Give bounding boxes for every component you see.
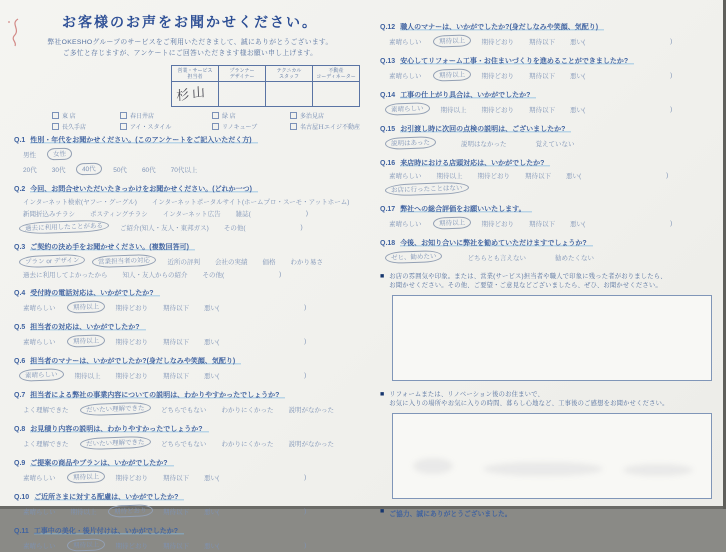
option: どちらでもない bbox=[161, 440, 207, 448]
question-text: 担当者の対応は、いかがでしたか? bbox=[30, 324, 145, 331]
option: 期待以下 bbox=[163, 542, 189, 550]
comment-2-line-1: リフォームまたは、リノベーション後のお住まいで、 bbox=[389, 390, 544, 398]
question-number: Q.13 bbox=[380, 58, 396, 65]
spacer bbox=[600, 41, 670, 42]
question-number: Q.14 bbox=[380, 92, 396, 99]
option: 会社の実績 bbox=[214, 258, 248, 266]
option: 新聞折込みチラシ bbox=[23, 211, 75, 219]
option-row bbox=[389, 35, 716, 47]
option: 70代以上 bbox=[170, 166, 198, 174]
checkbox-icon bbox=[52, 123, 59, 130]
option: 素晴らしい bbox=[23, 474, 56, 482]
selected-option-circled: 40代 bbox=[76, 163, 102, 176]
option: 期待どおり bbox=[115, 542, 148, 550]
question-text: 今後、お知り合いに弊社を勧めていただけますでしょうか? bbox=[400, 240, 593, 247]
question-number: Q.7 bbox=[14, 392, 26, 400]
comment-section-after-renovation bbox=[380, 390, 716, 499]
option: 素晴らしい bbox=[389, 72, 422, 80]
staff-name-cell bbox=[313, 82, 360, 107]
question-Q.7 bbox=[14, 390, 366, 415]
option: 期待どおり bbox=[481, 38, 514, 46]
option: 期待以下 bbox=[529, 106, 555, 114]
option: 期待以上 bbox=[74, 372, 101, 380]
spacer bbox=[234, 307, 304, 308]
selected-option-circled: 期待以上 bbox=[432, 68, 470, 81]
questions-left bbox=[14, 135, 366, 551]
option-row bbox=[23, 270, 366, 279]
option: ) bbox=[279, 271, 282, 279]
comment-2-line-2: お気に入りの場所やお気に入りの時間、暮らし心地など、工事後のご感想をお聞かせください。 bbox=[389, 400, 669, 408]
question-title bbox=[14, 135, 366, 145]
spacer bbox=[600, 75, 670, 76]
checkbox-icon bbox=[212, 112, 219, 119]
option: ) bbox=[666, 172, 669, 179]
question-Q.12 bbox=[380, 22, 716, 47]
option: その他( bbox=[223, 224, 246, 232]
question-Q.11 bbox=[14, 526, 366, 551]
option: 悪い( bbox=[204, 474, 220, 482]
option: その他( bbox=[202, 272, 225, 280]
selected-option-circled: お店に行ったことはない bbox=[385, 182, 469, 197]
ink-bleed-smudge bbox=[413, 458, 453, 474]
spacer bbox=[234, 511, 304, 512]
question-Q.3 bbox=[14, 242, 366, 279]
spacer bbox=[239, 274, 279, 275]
option: インターネット広告 bbox=[162, 211, 221, 219]
option: 期待どおり bbox=[477, 173, 510, 180]
question-Q.10 bbox=[14, 492, 366, 517]
staff-column-header: 不動産 コーディネーター bbox=[313, 66, 360, 82]
selected-option-circled: 営業担当者の対応 bbox=[92, 254, 156, 268]
option-row bbox=[389, 251, 716, 263]
question-number: Q.17 bbox=[380, 206, 396, 213]
selected-option-circled: 期待以上 bbox=[432, 216, 470, 229]
checkbox-icon bbox=[290, 123, 297, 130]
selected-option-circled: 期待以上 bbox=[66, 539, 104, 552]
option: よく理解できた bbox=[23, 440, 69, 448]
option-row bbox=[23, 437, 366, 449]
selected-option-circled: 説明はあった bbox=[385, 136, 436, 150]
question-title bbox=[14, 458, 366, 468]
question-title bbox=[380, 124, 716, 134]
option: 期待どおり bbox=[115, 474, 148, 482]
option: 期待どおり bbox=[115, 304, 148, 312]
option: わかりにくかった bbox=[221, 440, 274, 448]
document-header bbox=[14, 12, 366, 131]
comment-heading bbox=[380, 390, 716, 409]
question-title bbox=[14, 288, 366, 298]
store-row-2 bbox=[52, 122, 366, 131]
spacer bbox=[266, 213, 306, 214]
option: よく理解できた bbox=[23, 406, 69, 414]
selected-option-circled: 女性 bbox=[47, 148, 72, 161]
option: 近所の評判 bbox=[167, 258, 200, 266]
option: 知人・友人からの紹介 bbox=[122, 272, 188, 280]
spacer bbox=[234, 341, 304, 342]
option-row bbox=[389, 183, 716, 195]
option: 素晴らしい bbox=[23, 304, 56, 312]
option: 期待どおり bbox=[481, 220, 514, 228]
option: 期待以下 bbox=[529, 38, 555, 46]
question-Q.8 bbox=[14, 424, 366, 449]
ink-bleed-smudge bbox=[483, 462, 603, 476]
question-text: 安心してリフォーム工事・お住まいづくりを進めることができましたか? bbox=[400, 58, 634, 65]
option-row bbox=[23, 335, 366, 347]
option: 期待どおり bbox=[115, 338, 148, 346]
option-row bbox=[23, 221, 366, 233]
question-number: Q.3 bbox=[14, 244, 26, 252]
red-pen-mark bbox=[5, 16, 27, 50]
option: 期待以上 bbox=[436, 173, 463, 180]
selected-option-circled: 期待以上 bbox=[66, 471, 104, 484]
option: 期待以下 bbox=[163, 474, 189, 482]
option-row bbox=[23, 539, 366, 551]
question-number: Q.8 bbox=[14, 426, 26, 434]
store-option bbox=[52, 122, 114, 131]
comment-1-line-1: お店の雰囲気や印象。または、営業(サービス)担当者や職人で印象に残った者がおりましたら、 bbox=[389, 273, 667, 280]
question-number: Q.16 bbox=[380, 160, 396, 167]
selected-option-circled: 過去に利用したことがある bbox=[19, 220, 109, 235]
question-number: Q.1 bbox=[14, 137, 26, 145]
comment-heading-text bbox=[389, 272, 666, 291]
option: 期待どおり bbox=[481, 106, 514, 114]
selected-option-circled: だいたい理解できた bbox=[79, 436, 150, 450]
store-label: アイ・スタイル bbox=[130, 125, 172, 132]
staff-column-header: 営業・サービス 担当者 bbox=[172, 66, 219, 82]
option: 悪い( bbox=[204, 542, 220, 550]
question-Q.1 bbox=[14, 135, 366, 175]
question-title bbox=[14, 424, 366, 434]
option-row bbox=[23, 471, 366, 483]
option: 悪い( bbox=[204, 304, 220, 312]
option: 悪い( bbox=[570, 220, 586, 228]
option: どちらでもない bbox=[161, 406, 207, 414]
option-row bbox=[23, 209, 366, 218]
store-label: 緑 店 bbox=[222, 114, 236, 121]
question-number: Q.6 bbox=[14, 358, 26, 366]
question-number: Q.9 bbox=[14, 460, 26, 468]
option: 説明がなかった bbox=[288, 406, 334, 414]
selected-option-circled: プラン or デザイン bbox=[19, 254, 86, 268]
question-number: Q.4 bbox=[14, 290, 26, 298]
staff-column-header: テクニカル スタッフ bbox=[266, 66, 313, 82]
option: 素晴らしい bbox=[389, 220, 422, 228]
spacer bbox=[234, 477, 304, 478]
spacer bbox=[600, 109, 670, 110]
question-text: 来店時における店頭対応は、いかがでしたか? bbox=[400, 160, 550, 167]
option: 期待以下 bbox=[529, 220, 555, 228]
option: 60代 bbox=[141, 166, 156, 174]
spacer bbox=[521, 143, 535, 144]
option: ) bbox=[304, 371, 307, 379]
question-text: 工事の仕上がり具合は、いかがでしたか? bbox=[400, 92, 536, 99]
question-text: 今回、お問合せいただいたきっかけをお聞かせください。(どれか一つ) bbox=[30, 186, 258, 193]
staff-table bbox=[171, 65, 360, 107]
staff-name-cell bbox=[266, 82, 313, 107]
question-number: Q.18 bbox=[380, 240, 396, 247]
store-label: 長久手店 bbox=[62, 125, 87, 132]
option: 悪い( bbox=[204, 338, 220, 346]
store-row-1 bbox=[52, 111, 366, 120]
store-label: 春日井店 bbox=[130, 114, 155, 121]
comment-section-shop-impression bbox=[380, 272, 716, 381]
option: ) bbox=[304, 303, 307, 311]
question-number: Q.15 bbox=[380, 126, 396, 133]
option-row bbox=[23, 197, 366, 206]
spacer bbox=[261, 227, 301, 228]
comment-heading-text bbox=[389, 390, 668, 409]
selected-option-circled: 期待以上 bbox=[432, 34, 470, 47]
option: インターネット検索(ヤフー・グーグル) bbox=[23, 199, 137, 207]
question-title bbox=[380, 238, 716, 248]
question-title bbox=[14, 242, 366, 252]
option-row bbox=[389, 103, 716, 115]
question-text: ご提案の商品やプランは、いかがでしたか? bbox=[30, 460, 173, 467]
option: 悪い( bbox=[570, 38, 586, 46]
option: 悪い( bbox=[570, 72, 586, 80]
selected-option-circled: 素晴らしい bbox=[385, 102, 430, 116]
option: 説明がなかった bbox=[288, 440, 334, 448]
spacer bbox=[541, 257, 555, 258]
option: 勧めたくない bbox=[554, 254, 594, 262]
option: 20代 bbox=[23, 166, 37, 174]
question-title bbox=[380, 204, 716, 214]
option: 期待以下 bbox=[529, 72, 555, 80]
option-row bbox=[23, 301, 366, 313]
ink-bleed-smudge bbox=[623, 464, 693, 476]
option: 男性 bbox=[23, 151, 36, 159]
option: ) bbox=[304, 507, 307, 515]
store-option bbox=[120, 111, 206, 120]
question-Q.18 bbox=[380, 238, 716, 263]
store-option bbox=[212, 122, 284, 131]
staff-column-header: プランナー デザイナー bbox=[219, 66, 266, 82]
question-title bbox=[14, 492, 366, 502]
question-text: 工事中の美化・後片付けは、いかがでしたか? bbox=[34, 528, 184, 535]
option: ) bbox=[304, 473, 307, 481]
option: わかり易さ bbox=[290, 258, 323, 266]
option: 素晴らしい bbox=[23, 338, 56, 346]
selected-option-circled: だいたい理解できた bbox=[79, 402, 150, 416]
intro-line-1: 弊社OKESHOグループのサービスをご利用いただきまして、誠にありがとうございます。 bbox=[47, 39, 333, 46]
option: 期待以下 bbox=[525, 173, 551, 180]
question-text: ご近所さまに対する配慮は、いかがでしたか? bbox=[34, 494, 184, 501]
option: 説明はなかった bbox=[460, 140, 507, 148]
option-row bbox=[389, 217, 716, 229]
question-text: 担当者のマナーは、いかがでしたか?(身だしなみや笑顔、気配り) bbox=[30, 358, 241, 365]
option: ) bbox=[670, 105, 673, 113]
store-option bbox=[212, 111, 284, 120]
selected-option-circled: 期待どおり bbox=[107, 505, 152, 519]
store-option bbox=[290, 111, 324, 120]
staff-name-cell bbox=[219, 82, 266, 107]
question-text: 性別・年代をお聞かせください。(このアンケートをご記入いただく方) bbox=[30, 137, 257, 144]
question-title bbox=[380, 56, 716, 66]
question-text: ご契約の決め手をお聞かせください。(複数回答可) bbox=[30, 244, 195, 251]
handwritten-staff-name: 杉山 bbox=[175, 84, 209, 105]
question-number: Q.2 bbox=[14, 186, 26, 194]
intro-line-2: ご多忙と存じますが、アンケートにご回答いただきます様お願い申し上げます。 bbox=[62, 50, 318, 58]
spacer bbox=[596, 175, 666, 176]
questions-right bbox=[380, 22, 716, 263]
store-option bbox=[120, 122, 206, 131]
option: ) bbox=[300, 223, 303, 231]
bullet-square-icon: ■ bbox=[380, 273, 385, 280]
question-Q.16 bbox=[380, 158, 716, 195]
checkbox-icon bbox=[212, 123, 219, 130]
question-title bbox=[380, 90, 716, 100]
comment-box-after-renovation bbox=[392, 413, 712, 499]
option-row bbox=[23, 369, 366, 381]
bullet-square-icon: ■ bbox=[380, 507, 385, 515]
closing-row bbox=[380, 508, 716, 518]
question-number: Q.10 bbox=[14, 494, 30, 502]
option: どちらとも言えない bbox=[467, 254, 526, 262]
option: 素晴らしい bbox=[23, 542, 56, 550]
option-row bbox=[389, 137, 716, 149]
question-title bbox=[14, 356, 366, 366]
bullet-square-icon: ■ bbox=[380, 390, 385, 398]
question-text: 受付時の電話対応は、いかがでしたか? bbox=[30, 290, 159, 297]
question-title bbox=[14, 184, 366, 194]
option-row bbox=[23, 148, 366, 160]
selected-option-circled: 素晴らしい bbox=[19, 369, 64, 383]
spacer bbox=[453, 257, 467, 258]
option: 期待以上 bbox=[70, 508, 97, 516]
option: ご紹介(知人・友人・東邦ガス) bbox=[120, 224, 209, 232]
option-row bbox=[23, 505, 366, 517]
staff-name-cell bbox=[172, 82, 219, 107]
spacer bbox=[234, 545, 304, 546]
option: 悪い( bbox=[204, 372, 220, 380]
option: 雑誌( bbox=[235, 211, 251, 219]
closing-text: ご協力、誠にありがとうございました。 bbox=[389, 510, 512, 518]
option: 素晴らしい bbox=[23, 508, 56, 516]
store-checkbox-group bbox=[52, 111, 366, 131]
question-title bbox=[14, 390, 366, 400]
question-number: Q.12 bbox=[380, 24, 396, 31]
selected-option-circled: 期待以上 bbox=[66, 335, 104, 348]
option-row bbox=[23, 403, 366, 415]
store-label: 名古屋Ｈエイジ不動産 bbox=[300, 125, 361, 132]
option: インターネットポータルサイト(ホームプロ・スーモ・アットホーム) bbox=[151, 199, 350, 207]
option: 悪い( bbox=[204, 508, 220, 516]
store-label: 多治見店 bbox=[300, 114, 325, 121]
option: 50代 bbox=[113, 166, 127, 174]
option: ) bbox=[670, 219, 673, 227]
question-text: 担当者による弊社の事業内容についての説明は、わかりやすかったでしょうか? bbox=[30, 392, 285, 399]
option: 過去に利用してよかったから bbox=[23, 272, 108, 280]
comment-1-line-2: お聞かせください。その他、ご要望・ご意見などございましたら、ぜひ、お聞かせください。 bbox=[389, 282, 662, 290]
option: ) bbox=[304, 541, 307, 549]
option-row bbox=[389, 69, 716, 81]
spacer bbox=[600, 223, 670, 224]
question-title bbox=[14, 322, 366, 332]
option: 期待以下 bbox=[163, 508, 189, 516]
checkbox-icon bbox=[120, 123, 127, 130]
question-Q.14 bbox=[380, 90, 716, 115]
option: 期待以下 bbox=[163, 304, 189, 312]
spacer bbox=[447, 143, 461, 144]
page-title: お客様のお声をお聞かせください。 bbox=[62, 14, 318, 30]
option: 価格 bbox=[262, 258, 276, 266]
store-option bbox=[52, 111, 114, 120]
right-column bbox=[368, 0, 726, 518]
option: ポスティングチラシ bbox=[90, 211, 148, 219]
option-row bbox=[23, 255, 366, 267]
question-text: 弊社への総合評価をお願いいたします。 bbox=[400, 206, 531, 213]
option-row bbox=[389, 171, 716, 180]
option: 期待以上 bbox=[440, 106, 467, 114]
option: わかりにくかった bbox=[221, 406, 274, 414]
option: 覚えていない bbox=[535, 140, 575, 148]
selected-option-circled: 期待以上 bbox=[66, 301, 104, 314]
option-row bbox=[23, 163, 366, 175]
question-text: 職人のマナーは、いかがでしたか?(身だしなみや笑顔、気配り) bbox=[400, 24, 604, 31]
option: 期待以下 bbox=[163, 338, 189, 346]
question-Q.9 bbox=[14, 458, 366, 483]
store-option bbox=[290, 122, 360, 131]
store-label: リノキューブ bbox=[222, 125, 258, 132]
question-Q.17 bbox=[380, 204, 716, 229]
option: ) bbox=[304, 337, 307, 345]
question-title bbox=[380, 158, 716, 168]
question-title bbox=[14, 526, 366, 536]
option: 悪い( bbox=[566, 173, 582, 180]
question-Q.6 bbox=[14, 356, 366, 381]
question-text: お見積り内容の説明は、わかりやすかったでしょうか? bbox=[30, 426, 208, 433]
checkbox-icon bbox=[120, 112, 127, 119]
option: 素晴らしい bbox=[389, 173, 422, 180]
option: 期待どおり bbox=[481, 72, 514, 80]
option: 30代 bbox=[51, 166, 66, 174]
question-Q.2 bbox=[14, 184, 366, 233]
question-Q.13 bbox=[380, 56, 716, 81]
question-text: お引渡し時に次回の点検の説明は、ございましたか? bbox=[400, 126, 571, 133]
spacer bbox=[234, 375, 304, 376]
option: 期待どおり bbox=[115, 372, 148, 380]
option: ) bbox=[670, 71, 673, 79]
question-Q.4 bbox=[14, 288, 366, 313]
question-title bbox=[380, 22, 716, 32]
question-number: Q.11 bbox=[14, 528, 29, 536]
comment-box-shop-impression bbox=[392, 295, 712, 381]
checkbox-icon bbox=[52, 112, 59, 119]
option: ) bbox=[305, 210, 308, 218]
checkbox-icon bbox=[290, 112, 297, 119]
option: 期待以下 bbox=[163, 372, 189, 380]
question-number: Q.5 bbox=[14, 324, 26, 332]
question-Q.5 bbox=[14, 322, 366, 347]
question-Q.15 bbox=[380, 124, 716, 149]
comment-heading bbox=[380, 272, 716, 291]
store-label: 東 店 bbox=[62, 114, 76, 121]
option: 素晴らしい bbox=[389, 38, 422, 46]
option: ) bbox=[670, 37, 673, 45]
option: 悪い( bbox=[570, 106, 586, 114]
selected-option-circled: ゼヒ、勧めたい bbox=[385, 250, 443, 264]
